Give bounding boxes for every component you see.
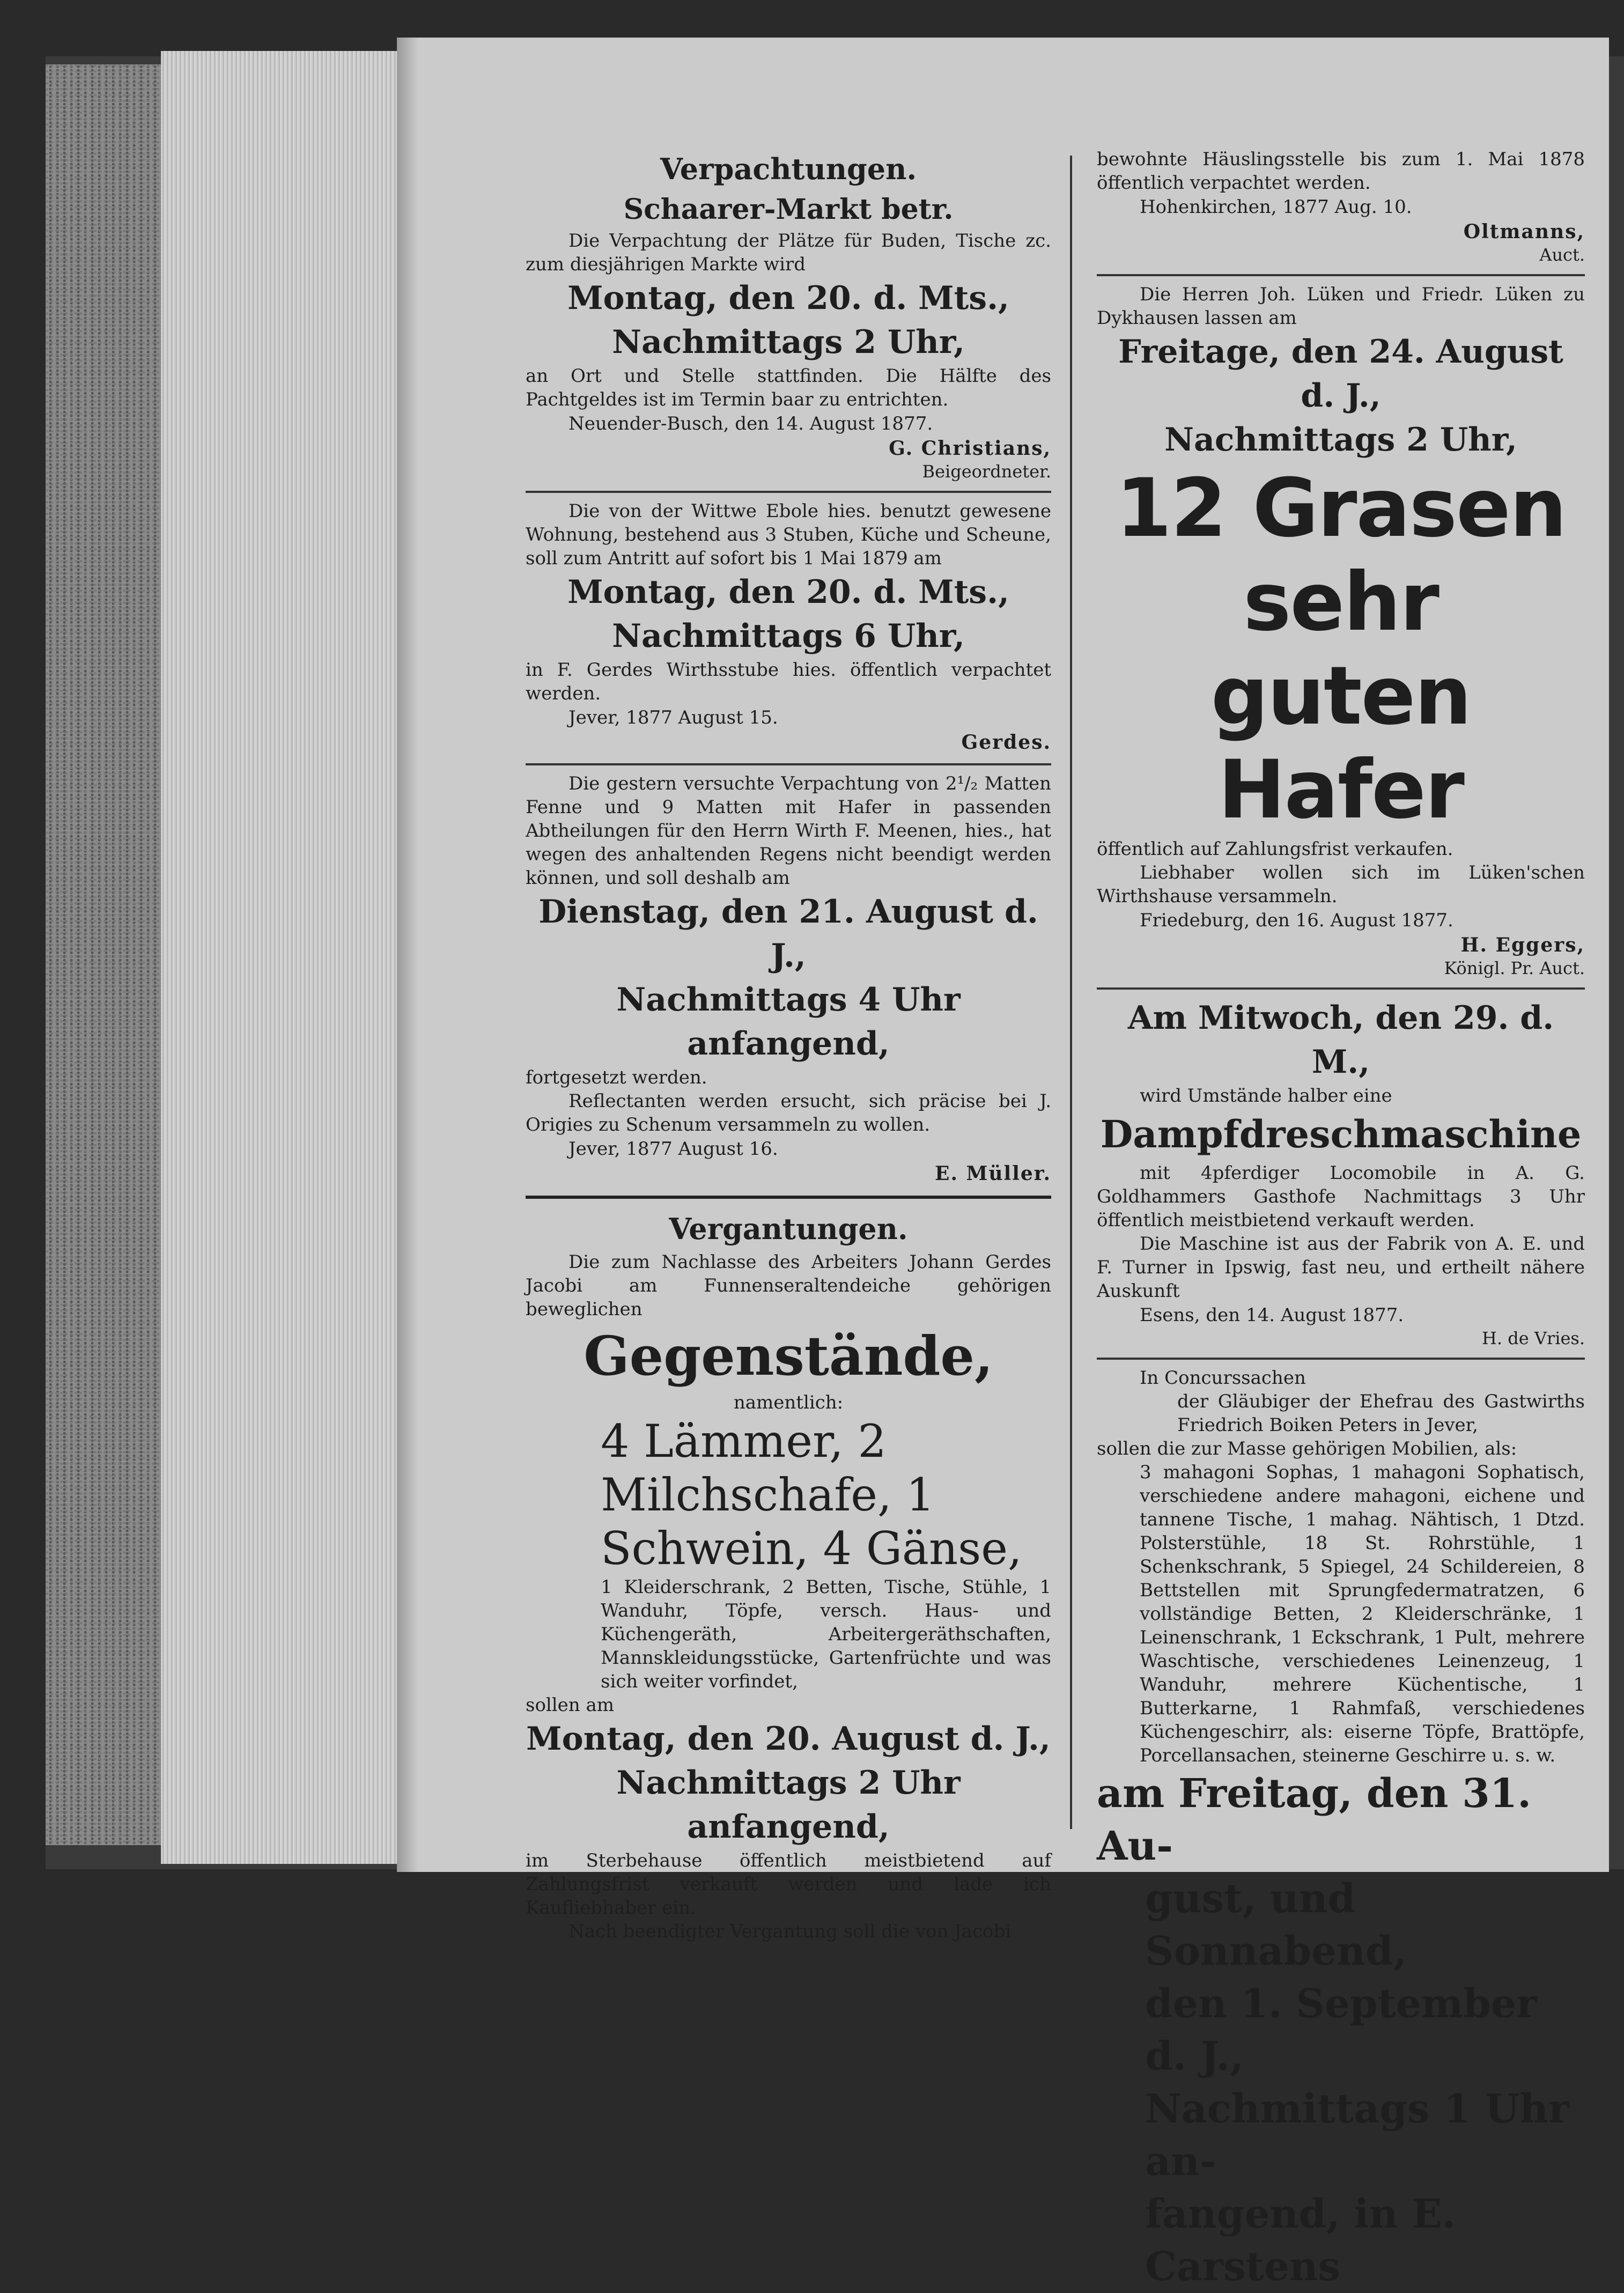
ad-text: mit 4pferdiger Locomobile in A. G. Goldhammers Gasthofe Nachmittags 3 Uhr öffentlich meistbietend verkauft werden.: [1097, 1162, 1585, 1231]
ad-big-line: gust, und Sonnabend,: [1145, 1876, 1407, 1974]
ad-animals: 4 Lämmer, 2 Milchschafe, 1 Schwein, 4 Gänse,: [601, 1415, 1022, 1575]
ad-title: Schaarer-Markt betr.: [623, 193, 954, 226]
ad-date: Montag, den 20. August d. J.,: [526, 1720, 1051, 1758]
ad-signature: H. Eggers,: [1460, 934, 1585, 956]
ad-place-date: Friedeburg, den 16. August 1877.: [1140, 910, 1453, 931]
ad-big-line: Nachmittags 1 Uhr an-: [1145, 2086, 1569, 2185]
ad-signature-title: Auct.: [1539, 245, 1585, 265]
book-cover-edge: [46, 64, 169, 1845]
ad-text: fortgesetzt werden.: [526, 1067, 707, 1088]
page-edges: [161, 51, 397, 1864]
ad-text: im Sterbehause öffentlich meistbietend auf Zahlungsfrist verkauft werden und lade ich Kaufliebhaber ein.: [526, 1850, 1051, 1919]
ad-signature-title: Königl. Pr. Auct.: [1444, 958, 1585, 978]
ad-text: in F. Gerdes Wirthsstube hies. öffentlich verpachtet werden.: [526, 659, 1051, 704]
ad-signature: Gerdes.: [961, 731, 1051, 754]
ad-text: der Gläubiger der Ehefrau des Gastwirths Friedrich Boiken Peters in Jever,: [1177, 1391, 1585, 1436]
ad-divider: [1097, 274, 1585, 276]
ad-big-line: am Freitag, den 31. Au-: [1097, 1771, 1531, 1869]
ad-signature: G. Christians,: [889, 437, 1051, 460]
ad-continuation: [1097, 148, 1585, 266]
ad-big-title: Gegenstände,: [584, 1324, 993, 1388]
ad-dampfdreschmaschine: [1097, 996, 1585, 1349]
ad-wohnung: [526, 499, 1051, 755]
ad-text: Die von der Wittwe Ebole hies. benutzt gewesene Wohnung, bestehend aus 3 Stuben, Küche und Scheune, soll zum Antritt auf sofort bis 1 Mai 1879 am: [526, 500, 1051, 569]
ad-place-date: Neuender-Busch, den 14. August 1877.: [569, 413, 933, 434]
ad-text: Nach beendigter Vergantung soll die von Jacobi: [569, 1921, 1012, 1942]
ad-divider: [1097, 1358, 1585, 1360]
ad-text: Liebhaber wollen sich im Lüken'schen Wirthshause versammeln.: [1097, 862, 1585, 907]
ad-text: bewohnte Häuslingsstelle bis zum 1. Mai 1878 öffentlich verpachtet werden.: [1097, 149, 1585, 194]
ad-date: Am Mitwoch, den 29. d. M.,: [1127, 999, 1554, 1081]
section-heading-verpachtungen: Verpachtungen.: [660, 152, 917, 186]
ad-date: Montag, den 20. d. Mts.,: [567, 279, 1009, 317]
ad-hafer: [1097, 283, 1585, 979]
ad-place-date: Jever, 1877 August 15.: [569, 707, 778, 728]
ad-text: Die Verpachtung der Plätze für Buden, Tische zc. zum diesjährigen Markte wird: [526, 230, 1051, 275]
ad-schaarer-markt: [526, 190, 1051, 482]
ad-big-line: den 1. September d. J.,: [1145, 1981, 1538, 2080]
ad-signature: Oltmanns,: [1463, 220, 1585, 243]
section-divider: [526, 1196, 1051, 1199]
ad-signature-title: Beigeordneter.: [922, 461, 1051, 482]
ad-text: an Ort und Stelle stattfinden. Die Hälfte des Pachtgeldes ist im Termin baar zu entrichten.: [526, 365, 1051, 410]
ad-text: In Concurssachen: [1140, 1367, 1306, 1389]
ad-huge-headline: 12 Grasen sehr: [1116, 462, 1566, 649]
ad-place-date: Hohenkirchen, 1877 Aug. 10.: [1140, 196, 1412, 218]
ad-date: Montag, den 20. d. Mts.,: [567, 573, 1009, 611]
ad-text: sollen am: [526, 1694, 615, 1716]
ad-text: öffentlich auf Zahlungsfrist verkaufen.: [1097, 838, 1453, 860]
page-gutter: [397, 38, 418, 1872]
ad-date: Dienstag, den 21. August d. J.,: [538, 893, 1038, 975]
ad-time: Nachmittags 2 Uhr,: [1164, 421, 1517, 459]
ad-text: sollen die zur Masse gehörigen Mobilien, als:: [1097, 1438, 1517, 1459]
ad-date: Freitage, den 24. August d. J.,: [1118, 333, 1563, 415]
ad-signature: E. Müller.: [935, 1162, 1051, 1185]
column-divider: [1070, 156, 1072, 1829]
ad-big-line: fangend, in E. Carstens: [1145, 2191, 1456, 2290]
ad-text: Die Maschine ist aus der Fabrik von A. E. und F. Turner in Ipswig, fast neu, und ertheilt nähere Auskunft: [1097, 1233, 1585, 1302]
ad-big-title: Dampfdreschmaschine: [1100, 1112, 1582, 1156]
ad-item-list: 1 Kleiderschrank, 2 Betten, Tische, Stühle, 1 Wanduhr, Töpfe, versch. Haus- und Küchengeräth, Arbeitergeräthschaften, Mannskleidungsstücke, Gartenfrüchte und was sich weiter vorfindet,: [601, 1576, 1051, 1692]
ad-time: Nachmittags 6 Uhr,: [612, 617, 965, 655]
ad-nachlass: [526, 1250, 1051, 1943]
ad-text: Die gestern versuchte Verpachtung von 2¹/₂ Matten Fenne und 9 Matten mit Hafer in passenden Abtheilungen für den Herrn Wirth F. Meenen, hies., hat wegen des anhaltenden Regens nicht beendigt werden können, und soll deshalb am: [526, 773, 1051, 889]
ad-text: wird Umstände halber eine: [1140, 1085, 1392, 1107]
ad-huge-headline: guten Hafer: [1210, 650, 1471, 837]
ad-text: Die zum Nachlasse des Arbeiters Johann Gerdes Jacobi am Funnenseraltendeiche gehörigen beweglichen: [526, 1251, 1051, 1320]
ad-divider: [1097, 987, 1585, 990]
ad-text: Reflectanten werden ersucht, sich präcise bei J. Origies zu Schenum versammeln zu wollen.: [526, 1090, 1051, 1136]
ad-verpachtung-fenne: [526, 772, 1051, 1186]
ad-subtitle: namentlich:: [733, 1392, 844, 1413]
ad-time: Nachmittags 2 Uhr,: [612, 323, 965, 361]
ad-time: Nachmittags 2 Uhr anfangend,: [616, 1764, 961, 1846]
ad-place-date: Jever, 1877 August 16.: [569, 1138, 778, 1160]
ad-time: Nachmittags 4 Uhr anfangend,: [616, 981, 961, 1063]
section-heading-vergantungen: Vergantungen.: [669, 1212, 908, 1246]
ad-divider: [526, 491, 1051, 493]
ad-text: Die Herren Joh. Lüken und Friedr. Lüken zu Dykhausen lassen am: [1097, 284, 1585, 329]
ad-signature: H. de Vries.: [1481, 1328, 1585, 1348]
column-left: [526, 148, 1051, 1943]
ad-concurs: [1097, 1366, 1585, 2293]
ad-place-date: Esens, den 14. August 1877.: [1140, 1304, 1404, 1326]
column-right: [1097, 148, 1585, 2293]
ad-divider: [526, 763, 1051, 765]
ad-item-list: 3 mahagoni Sophas, 1 mahagoni Sophatisch, verschiedene andere mahagoni, eichene und tannene Tische, 1 mahag. Nähtisch, 1 Dtzd. Polsterstühle, 18 St. Rohrstühle, 1 Schenkschrank, 5 Spiegel, 24 Schildereien, 8 Bettstellen mit Sprungfedermatratzen, 6 vollständige Betten, 2 Kleiderschränke, 1 Leinenschrank, 1 Eckschrank, 1 Pult, mehrere Waschtische, verschiedenes Leinenzeug, 1 Wanduhr, mehrere Küchentische, 1 Butterkarne, 1 Rahmfaß, verschiedenes Küchengeschirr, als: eiserne Töpfe, Brattöpfe, Porcellansachen, steinerne Geschirre u. s. w.: [1140, 1462, 1585, 1766]
